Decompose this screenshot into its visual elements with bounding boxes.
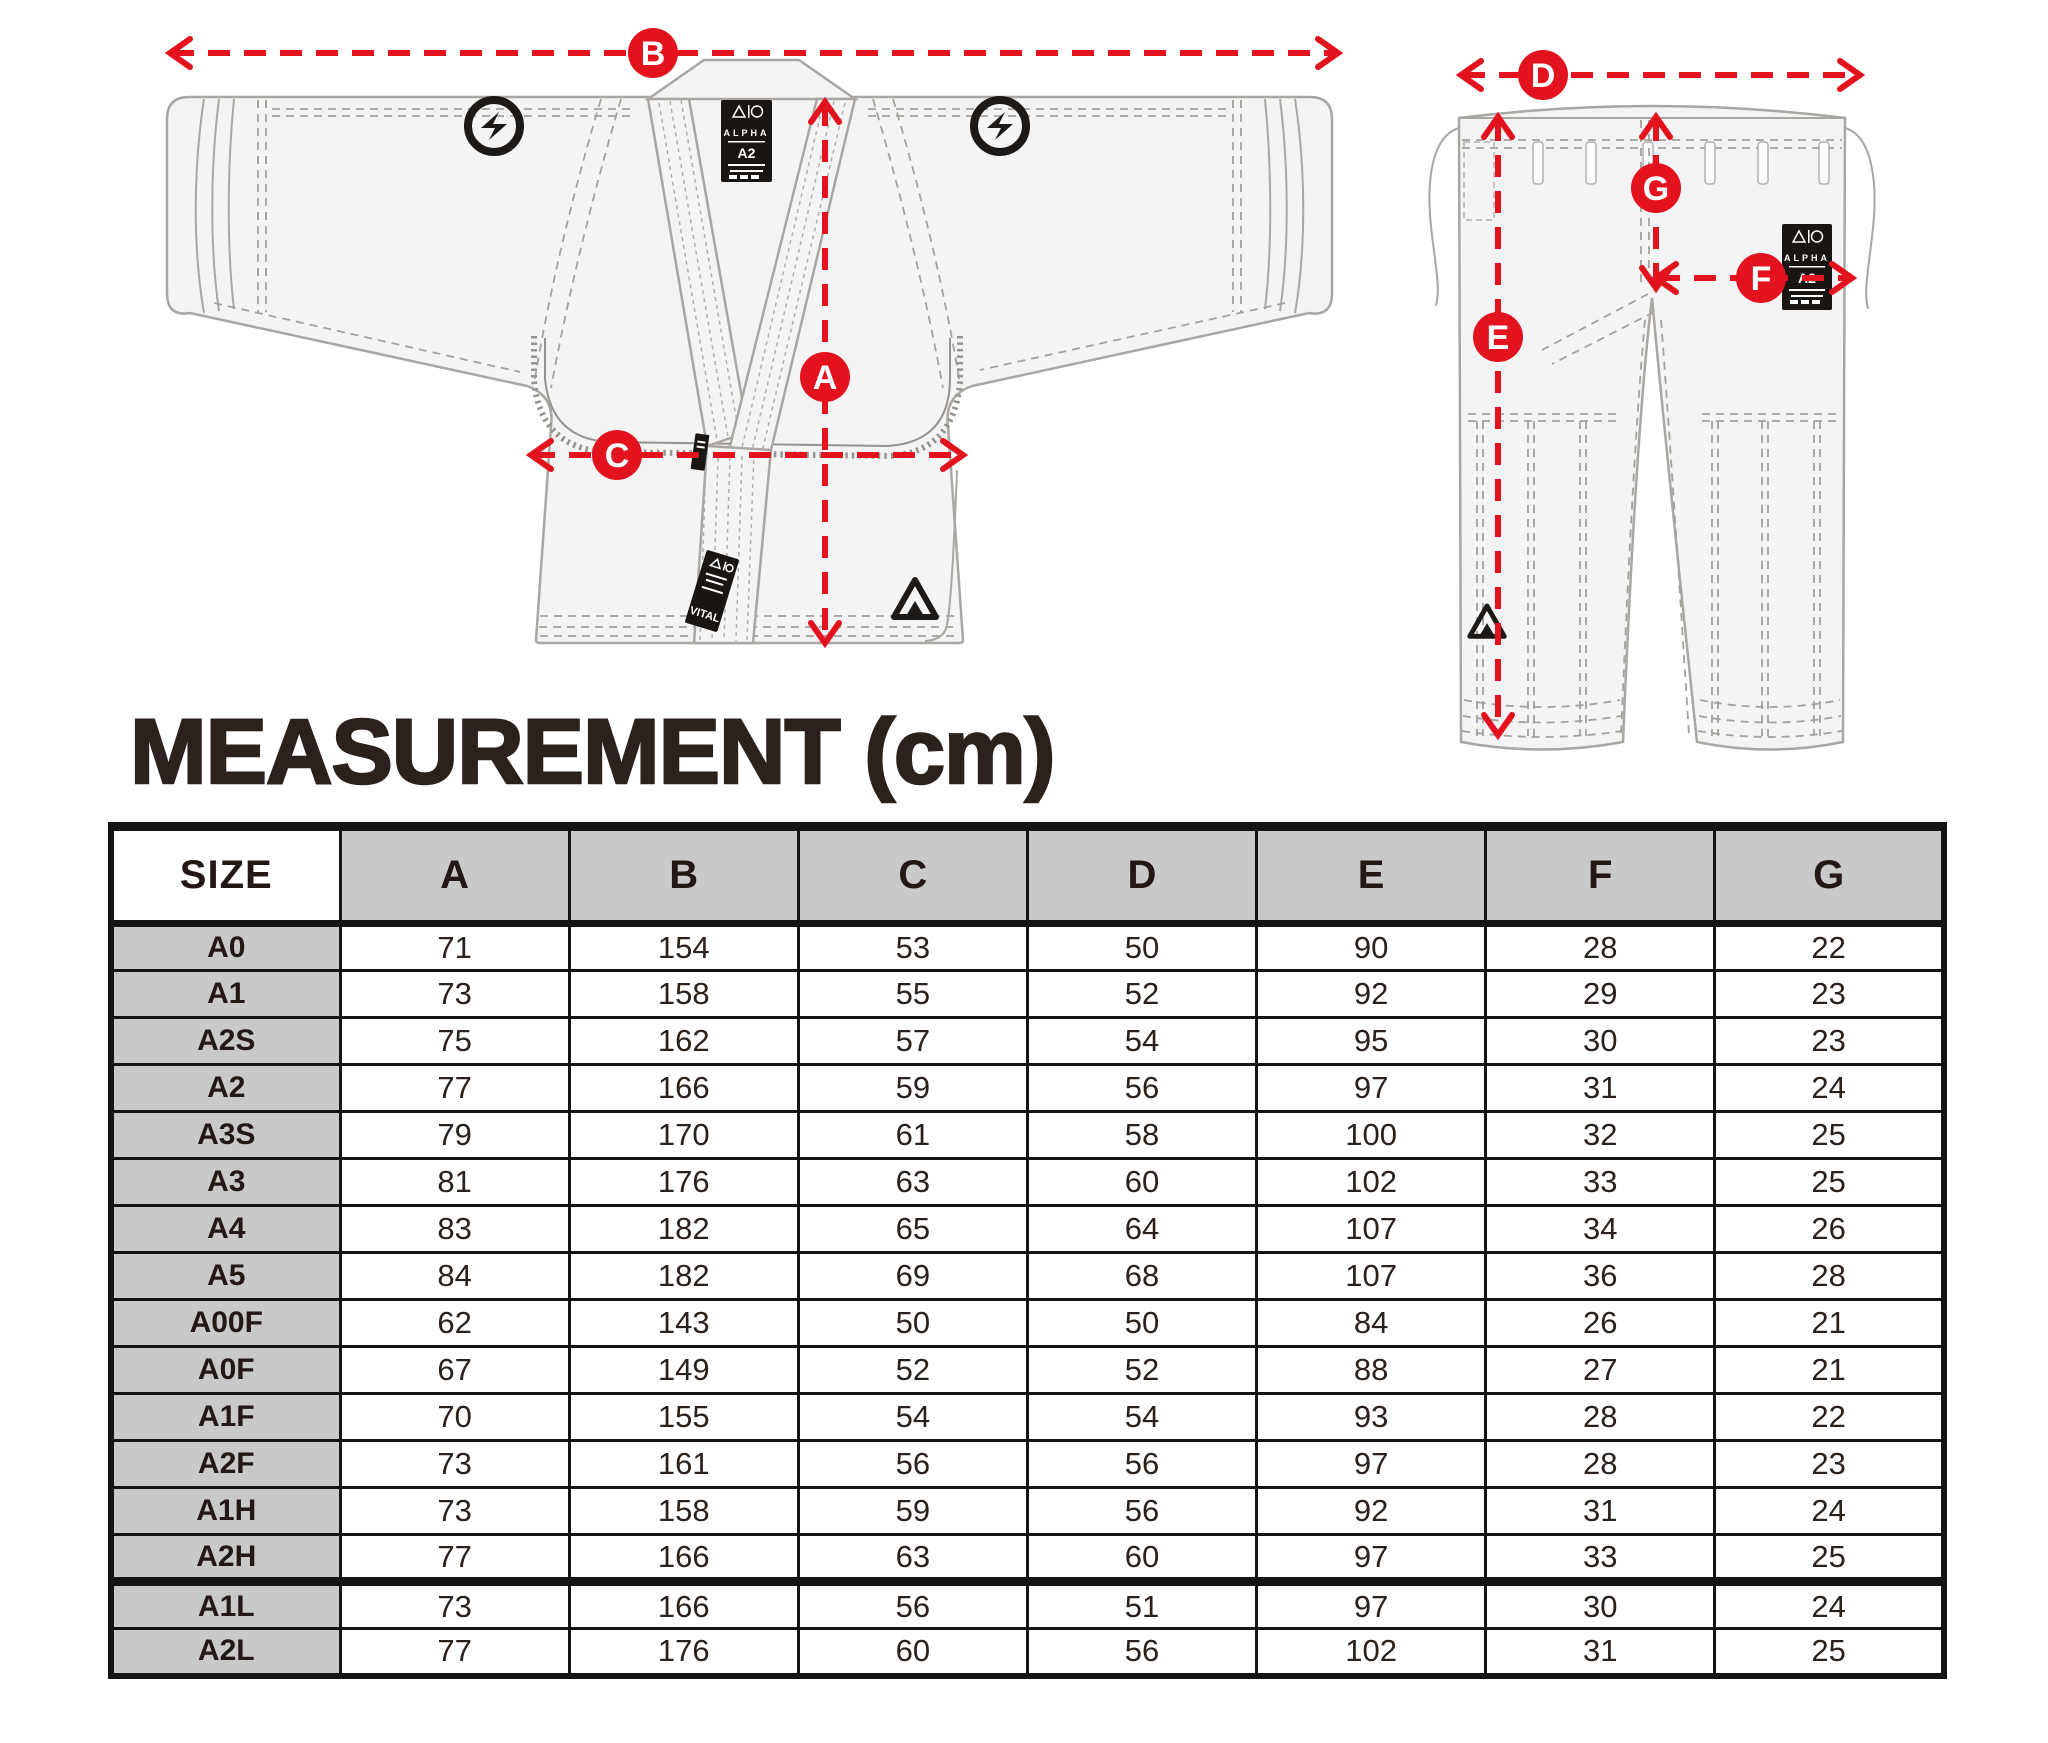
header-row [111, 827, 1944, 924]
svg-text:B: B [640, 35, 666, 73]
badge-D [1518, 50, 1568, 100]
value-cell: 54 [798, 1394, 1027, 1441]
collar-brand-label [721, 100, 772, 182]
size-cell: A2H [111, 1535, 340, 1582]
value-cell: 34 [1486, 1206, 1715, 1253]
size-cell: A0F [111, 1347, 340, 1394]
value-cell: 56 [798, 1582, 1027, 1629]
svg-text:G: G [1642, 170, 1670, 208]
value-cell: 170 [569, 1112, 798, 1159]
value-cell: 33 [1486, 1159, 1715, 1206]
table-row-A2H [111, 1535, 1944, 1582]
col-header-D: D [1027, 827, 1256, 924]
gi-jacket-drawing [167, 28, 1338, 643]
svg-text:C: C [604, 437, 630, 475]
value-cell: 36 [1486, 1253, 1715, 1300]
gi-measurement-diagram [0, 0, 2048, 810]
value-cell: 149 [569, 1347, 798, 1394]
value-cell: 65 [798, 1206, 1027, 1253]
value-cell: 30 [1486, 1018, 1715, 1065]
value-cell: 107 [1257, 1253, 1486, 1300]
value-cell: 25 [1715, 1629, 1944, 1676]
size-cell: A2S [111, 1018, 340, 1065]
value-cell: 77 [340, 1535, 569, 1582]
measurement-table-body [111, 924, 1944, 1676]
value-cell: 166 [569, 1065, 798, 1112]
badge-B [628, 28, 678, 78]
svg-text:D: D [1530, 57, 1556, 95]
value-cell: 100 [1257, 1112, 1486, 1159]
value-cell: 52 [1027, 1347, 1256, 1394]
table-row-A2L [111, 1629, 1944, 1676]
value-cell: 50 [798, 1300, 1027, 1347]
value-cell: 84 [1257, 1300, 1486, 1347]
badge-C [592, 430, 642, 480]
value-cell: 107 [1257, 1206, 1486, 1253]
value-cell: 50 [1027, 924, 1256, 971]
value-cell: 73 [340, 1582, 569, 1629]
value-cell: 155 [569, 1394, 798, 1441]
value-cell: 69 [798, 1253, 1027, 1300]
size-cell: A3S [111, 1112, 340, 1159]
value-cell: 97 [1257, 1535, 1486, 1582]
table-row-A0F [111, 1347, 1944, 1394]
value-cell: 93 [1257, 1394, 1486, 1441]
table-row-A5 [111, 1253, 1944, 1300]
value-cell: 31 [1486, 1629, 1715, 1676]
collar-label-size: A2 [737, 145, 756, 161]
col-header-C: C [798, 827, 1027, 924]
table-row-A2 [111, 1065, 1944, 1112]
svg-text:F: F [1750, 260, 1772, 298]
size-cell: A1L [111, 1582, 340, 1629]
value-cell: 143 [569, 1300, 798, 1347]
value-cell: 23 [1715, 971, 1944, 1018]
value-cell: 55 [798, 971, 1027, 1018]
value-cell: 84 [340, 1253, 569, 1300]
pants-label-brand: ALPHA [1784, 253, 1830, 263]
badge-E [1473, 312, 1523, 362]
table-row-A1F [111, 1394, 1944, 1441]
value-cell: 56 [1027, 1065, 1256, 1112]
value-cell: 23 [1715, 1441, 1944, 1488]
value-cell: 88 [1257, 1347, 1486, 1394]
value-cell: 57 [798, 1018, 1027, 1065]
value-cell: 24 [1715, 1582, 1944, 1629]
value-cell: 81 [340, 1159, 569, 1206]
value-cell: 25 [1715, 1159, 1944, 1206]
size-cell: A1H [111, 1488, 340, 1535]
size-cell: A5 [111, 1253, 340, 1300]
value-cell: 28 [1486, 1394, 1715, 1441]
size-cell: A2F [111, 1441, 340, 1488]
svg-text:A: A [812, 359, 838, 397]
value-cell: 29 [1486, 971, 1715, 1018]
value-cell: 182 [569, 1206, 798, 1253]
table-row-A1H [111, 1488, 1944, 1535]
value-cell: 60 [798, 1629, 1027, 1676]
value-cell: 90 [1257, 924, 1486, 971]
value-cell: 77 [340, 1629, 569, 1676]
value-cell: 62 [340, 1300, 569, 1347]
value-cell: 25 [1715, 1112, 1944, 1159]
value-cell: 71 [340, 924, 569, 971]
value-cell: 52 [1027, 971, 1256, 1018]
value-cell: 60 [1027, 1159, 1256, 1206]
value-cell: 70 [340, 1394, 569, 1441]
value-cell: 27 [1486, 1347, 1715, 1394]
badge-A [800, 352, 850, 402]
value-cell: 28 [1486, 1441, 1715, 1488]
col-header-F: F [1486, 827, 1715, 924]
value-cell: 32 [1486, 1112, 1715, 1159]
measurement-table [108, 822, 1947, 1679]
value-cell: 73 [340, 971, 569, 1018]
value-cell: 64 [1027, 1206, 1256, 1253]
value-cell: 56 [798, 1441, 1027, 1488]
value-cell: 97 [1257, 1582, 1486, 1629]
value-cell: 83 [340, 1206, 569, 1253]
value-cell: 56 [1027, 1629, 1256, 1676]
value-cell: 28 [1715, 1253, 1944, 1300]
value-cell: 102 [1257, 1159, 1486, 1206]
value-cell: 22 [1715, 1394, 1944, 1441]
value-cell: 21 [1715, 1347, 1944, 1394]
size-cell: A1 [111, 971, 340, 1018]
value-cell: 92 [1257, 971, 1486, 1018]
value-cell: 61 [798, 1112, 1027, 1159]
value-cell: 77 [340, 1065, 569, 1112]
col-header-B: B [569, 827, 798, 924]
value-cell: 26 [1486, 1300, 1715, 1347]
svg-text:E: E [1486, 319, 1510, 357]
gi-pants-drawing [1429, 50, 1874, 750]
table-row-A4 [111, 1206, 1944, 1253]
value-cell: 60 [1027, 1535, 1256, 1582]
size-cell: A2L [111, 1629, 340, 1676]
measurement-table-head [111, 827, 1944, 924]
value-cell: 22 [1715, 924, 1944, 971]
value-cell: 97 [1257, 1065, 1486, 1112]
value-cell: 73 [340, 1441, 569, 1488]
value-cell: 158 [569, 1488, 798, 1535]
size-cell: A4 [111, 1206, 340, 1253]
value-cell: 58 [1027, 1112, 1256, 1159]
value-cell: 30 [1486, 1582, 1715, 1629]
value-cell: 162 [569, 1018, 798, 1065]
value-cell: 68 [1027, 1253, 1256, 1300]
col-header-size: SIZE [111, 827, 340, 924]
table-row-A0 [111, 924, 1944, 971]
value-cell: 95 [1257, 1018, 1486, 1065]
pants-brand-label [1782, 224, 1832, 310]
size-cell: A1F [111, 1394, 340, 1441]
table-row-A3 [111, 1159, 1944, 1206]
value-cell: 79 [340, 1112, 569, 1159]
table-row-A3S [111, 1112, 1944, 1159]
value-cell: 73 [340, 1488, 569, 1535]
value-cell: 50 [1027, 1300, 1256, 1347]
value-cell: 23 [1715, 1018, 1944, 1065]
size-cell: A0 [111, 924, 340, 971]
value-cell: 54 [1027, 1018, 1256, 1065]
value-cell: 53 [798, 924, 1027, 971]
value-cell: 54 [1027, 1394, 1256, 1441]
pants-label-size: A2 [1798, 270, 1816, 286]
badge-F [1736, 253, 1786, 303]
value-cell: 24 [1715, 1065, 1944, 1112]
value-cell: 56 [1027, 1441, 1256, 1488]
value-cell: 56 [1027, 1488, 1256, 1535]
value-cell: 21 [1715, 1300, 1944, 1347]
value-cell: 52 [798, 1347, 1027, 1394]
table-row-A2S [111, 1018, 1944, 1065]
value-cell: 67 [340, 1347, 569, 1394]
value-cell: 63 [798, 1535, 1027, 1582]
value-cell: 31 [1486, 1488, 1715, 1535]
value-cell: 176 [569, 1159, 798, 1206]
value-cell: 182 [569, 1253, 798, 1300]
value-cell: 59 [798, 1065, 1027, 1112]
value-cell: 24 [1715, 1488, 1944, 1535]
value-cell: 97 [1257, 1441, 1486, 1488]
table-row-A00F [111, 1300, 1944, 1347]
value-cell: 176 [569, 1629, 798, 1676]
value-cell: 51 [1027, 1582, 1256, 1629]
value-cell: 161 [569, 1441, 798, 1488]
hem-label-brand: VITAL [688, 604, 722, 626]
value-cell: 28 [1486, 924, 1715, 971]
value-cell: 166 [569, 1582, 798, 1629]
table-row-A2F [111, 1441, 1944, 1488]
badge-G [1631, 163, 1681, 213]
value-cell: 166 [569, 1535, 798, 1582]
size-cell: A3 [111, 1159, 340, 1206]
col-header-E: E [1257, 827, 1486, 924]
value-cell: 26 [1715, 1206, 1944, 1253]
value-cell: 158 [569, 971, 798, 1018]
value-cell: 59 [798, 1488, 1027, 1535]
value-cell: 154 [569, 924, 798, 971]
value-cell: 102 [1257, 1629, 1486, 1676]
collar-label-brand: ALPHA [723, 128, 770, 138]
value-cell: 63 [798, 1159, 1027, 1206]
value-cell: 33 [1486, 1535, 1715, 1582]
col-header-G: G [1715, 827, 1944, 924]
table-row-A1 [111, 971, 1944, 1018]
value-cell: 75 [340, 1018, 569, 1065]
size-cell: A2 [111, 1065, 340, 1112]
col-header-A: A [340, 827, 569, 924]
value-cell: 31 [1486, 1065, 1715, 1112]
value-cell: 25 [1715, 1535, 1944, 1582]
page-title: MEASUREMENT (cm) [130, 701, 1055, 803]
value-cell: 92 [1257, 1488, 1486, 1535]
size-cell: A00F [111, 1300, 340, 1347]
table-row-A1L [111, 1582, 1944, 1629]
